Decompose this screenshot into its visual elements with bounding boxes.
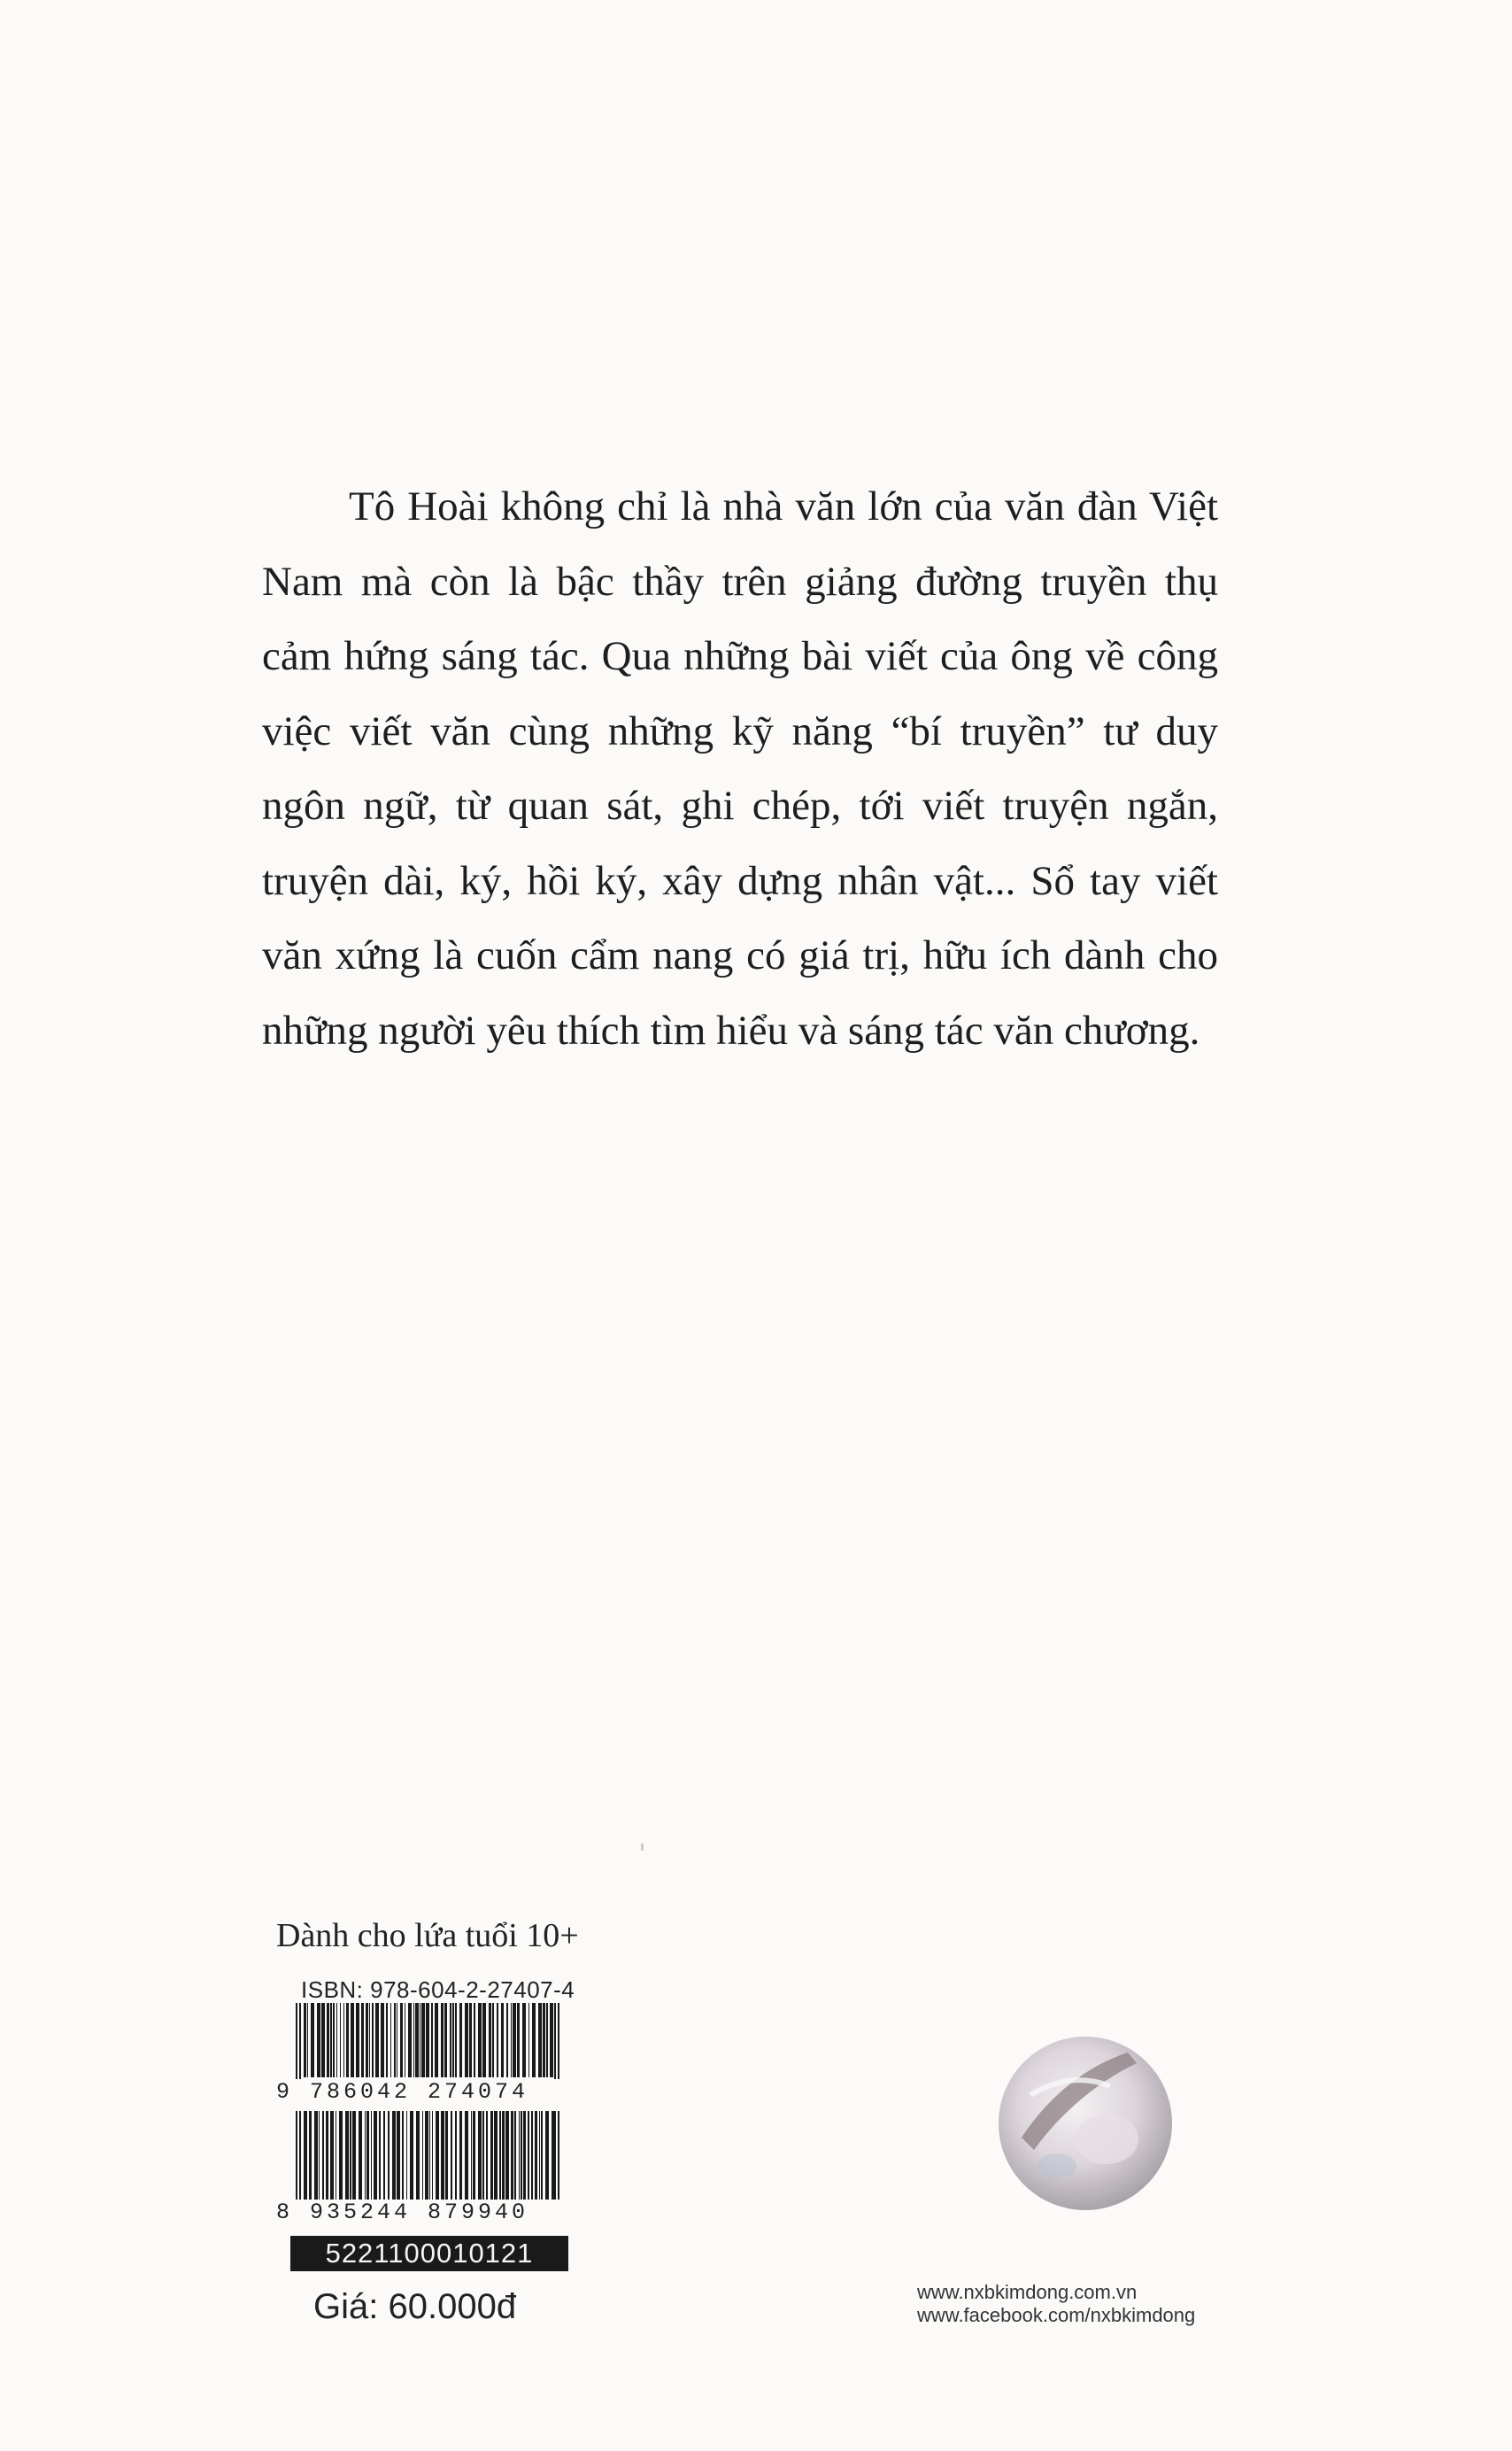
barcode-bar: [426, 2003, 429, 2077]
barcode-bar: [471, 2111, 472, 2200]
publisher-logo: [995, 2033, 1176, 2214]
barcode-bar: [361, 2003, 364, 2077]
barcode-bar: [340, 2003, 341, 2077]
barcode-bar: [490, 2111, 493, 2200]
barcode-bar: [499, 2111, 501, 2200]
barcode-bar: [451, 2111, 452, 2200]
barcode-bar: [304, 2003, 306, 2077]
barcode-bar: [311, 2003, 314, 2077]
barcode-bar: [429, 2111, 430, 2200]
barcode-bar: [413, 2003, 414, 2077]
barcode-bar: [513, 2003, 516, 2077]
barcode-bar: [359, 2111, 362, 2200]
barcode-bar: [441, 2003, 444, 2077]
barcode-bar: [333, 2003, 335, 2077]
barcode-bar: [307, 2003, 308, 2077]
barcode-bar: [330, 2003, 332, 2077]
age-recommendation: Dành cho lứa tuổi 10+: [276, 1917, 579, 1954]
barcode-bar: [482, 2003, 486, 2077]
barcode-bar: [538, 2003, 542, 2077]
barcode-bar: [486, 2111, 488, 2200]
barcode-bar: [465, 2111, 468, 2200]
barcode-bar: [415, 2003, 419, 2077]
back-cover-blurb: Tô Hoài không chỉ là nhà văn lớn của văn đàn Việt Nam mà còn là bậc thầy trên giảng đường truyền thụ cảm hứng sáng tác. Qua những bài viết của ông về công việc viết văn cùng những kỹ năng “bí truyền” tư duy ngôn ngữ, từ quan sát, ghi chép, tới viết truyện ngắn, truyện dài, ký, hồi ký, xây dựng nhân vật... Sổ tay viết văn xứng là cuốn cẩm nang có giá trị, hữu ích dành cho những người yêu thích tìm hiểu và sáng tác văn chương.: [262, 483, 1218, 1054]
barcode-bar: [546, 2003, 548, 2077]
barcode-bar: [375, 2003, 379, 2077]
barcode-bar: [327, 2003, 329, 2077]
barcode-bar: [541, 2111, 543, 2200]
barcode-bar: [502, 2111, 505, 2200]
barcode-bar: [528, 2111, 529, 2200]
price-label: Giá: 60.000đ: [313, 2287, 517, 2326]
barcode-bar: [400, 2003, 403, 2077]
barcode-bar: [422, 2111, 423, 2200]
barcode-bar: [455, 2111, 457, 2200]
barcode-bar: [408, 2003, 412, 2077]
barcode-bar: [374, 2111, 377, 2200]
barcode-bar: [309, 2111, 312, 2200]
barcode-bar: [455, 2003, 457, 2077]
barcode-bar: [381, 2003, 384, 2077]
barcode-bar: [388, 2111, 390, 2200]
paper-speck: [641, 1844, 644, 1851]
barcode-bar: [371, 2111, 372, 2200]
barcode-bar: [394, 2003, 396, 2077]
barcode-bar: [352, 2111, 356, 2200]
barcode-bar: [416, 2111, 420, 2200]
barcode-bar: [543, 2003, 545, 2077]
barcode-bar: [431, 2003, 433, 2077]
barcode-bar: [314, 2111, 318, 2200]
barcode-bar: [346, 2003, 349, 2077]
barcode-bar: [432, 2111, 433, 2200]
barcode-bar: [539, 2111, 540, 2200]
barcode-bar: [351, 2003, 354, 2077]
barcode-bar: [441, 2111, 444, 2200]
barcode-bar: [474, 2003, 475, 2077]
product-barcode: [276, 2111, 574, 2224]
barcode-bar: [343, 2003, 344, 2077]
barcode-bar: [392, 2111, 396, 2200]
barcode-bar: [517, 2003, 520, 2077]
barcode-bar: [321, 2003, 325, 2077]
barcode-bar: [511, 2003, 512, 2077]
barcode-bar: [356, 2003, 359, 2077]
barcode-bar: [445, 2111, 448, 2200]
barcode-bar: [492, 2003, 494, 2077]
facebook-link[interactable]: www.facebook.com/nxbkimdong: [917, 2304, 1196, 2326]
barcode-bar: [535, 2111, 537, 2200]
barcode-bar: [390, 2003, 391, 2077]
barcode-bar: [339, 2111, 343, 2200]
website-link[interactable]: www.nxbkimdong.com.vn: [917, 2281, 1138, 2303]
barcode-bar: [444, 2003, 447, 2077]
barcode-bar: [511, 2111, 513, 2200]
barcode-bar: [469, 2003, 472, 2077]
product-barcode-digits: 8 935244 879940: [276, 2200, 574, 2225]
barcode-bar: [494, 2111, 498, 2200]
barcode-bar: [345, 2111, 349, 2200]
barcode-bar: [473, 2111, 475, 2200]
barcode-bar: [505, 2111, 509, 2200]
barcode-bar: [478, 2003, 482, 2077]
barcode-bar: [379, 2111, 381, 2200]
barcode-bar: [459, 2111, 462, 2200]
isbn-label: ISBN: 978-604-2-27407-4: [301, 1976, 575, 2003]
barcode-bar: [372, 2003, 374, 2077]
barcode-bar: [550, 2003, 553, 2077]
barcode-bar: [519, 2111, 520, 2200]
barcode-bar: [482, 2111, 484, 2200]
product-code-badge: 5221100010121: [290, 2236, 568, 2271]
barcode-bar: [528, 2003, 529, 2077]
barcode-bar: [350, 2111, 351, 2200]
barcode-bar: [501, 2003, 504, 2077]
barcode-bar: [459, 2003, 462, 2077]
barcode-bar: [506, 2003, 508, 2077]
barcode-bar: [465, 2003, 468, 2077]
barcode-bar: [497, 2003, 498, 2077]
barcode-bar: [532, 2003, 536, 2077]
barcode-bar: [514, 2111, 516, 2200]
barcode-bar: [531, 2111, 533, 2200]
barcode-bar: [317, 2003, 320, 2077]
barcode-bar: [304, 2111, 307, 2200]
barcode-bar: [319, 2111, 320, 2200]
barcode-bar: [322, 2111, 324, 2200]
barcode-bar: [489, 2003, 491, 2077]
barcode-bar: [436, 2111, 439, 2200]
barcode-bar: [410, 2111, 413, 2200]
barcode-bar: [402, 2111, 404, 2200]
barcode-bar: [421, 2003, 425, 2077]
barcode-bar: [366, 2111, 369, 2200]
barcode-bar: [326, 2111, 328, 2200]
barcode-bar: [452, 2003, 454, 2077]
barcode-bar: [365, 2111, 366, 2200]
isbn-barcode: [276, 2003, 574, 2105]
barcode-bar: [330, 2111, 334, 2200]
barcode-bar: [369, 2003, 370, 2077]
barcode-bar: [450, 2003, 451, 2077]
barcode-bar: [397, 2111, 400, 2200]
barcode-bar: [406, 2111, 407, 2200]
barcode-bar: [478, 2111, 482, 2200]
barcode-bar: [383, 2111, 385, 2200]
barcode-bar: [521, 2111, 522, 2200]
barcode-bar: [435, 2003, 438, 2077]
barcode-bar: [386, 2003, 388, 2077]
isbn-barcode-digits: 9 786042 274074: [276, 2079, 574, 2105]
barcode-bar: [523, 2111, 526, 2200]
barcode-bar: [425, 2111, 428, 2200]
publisher-links: [917, 2281, 1195, 2327]
barcode-bar: [545, 2111, 549, 2200]
barcode-bar: [336, 2003, 337, 2077]
barcode-bar: [366, 2003, 368, 2077]
barcode-bar: [522, 2003, 526, 2077]
